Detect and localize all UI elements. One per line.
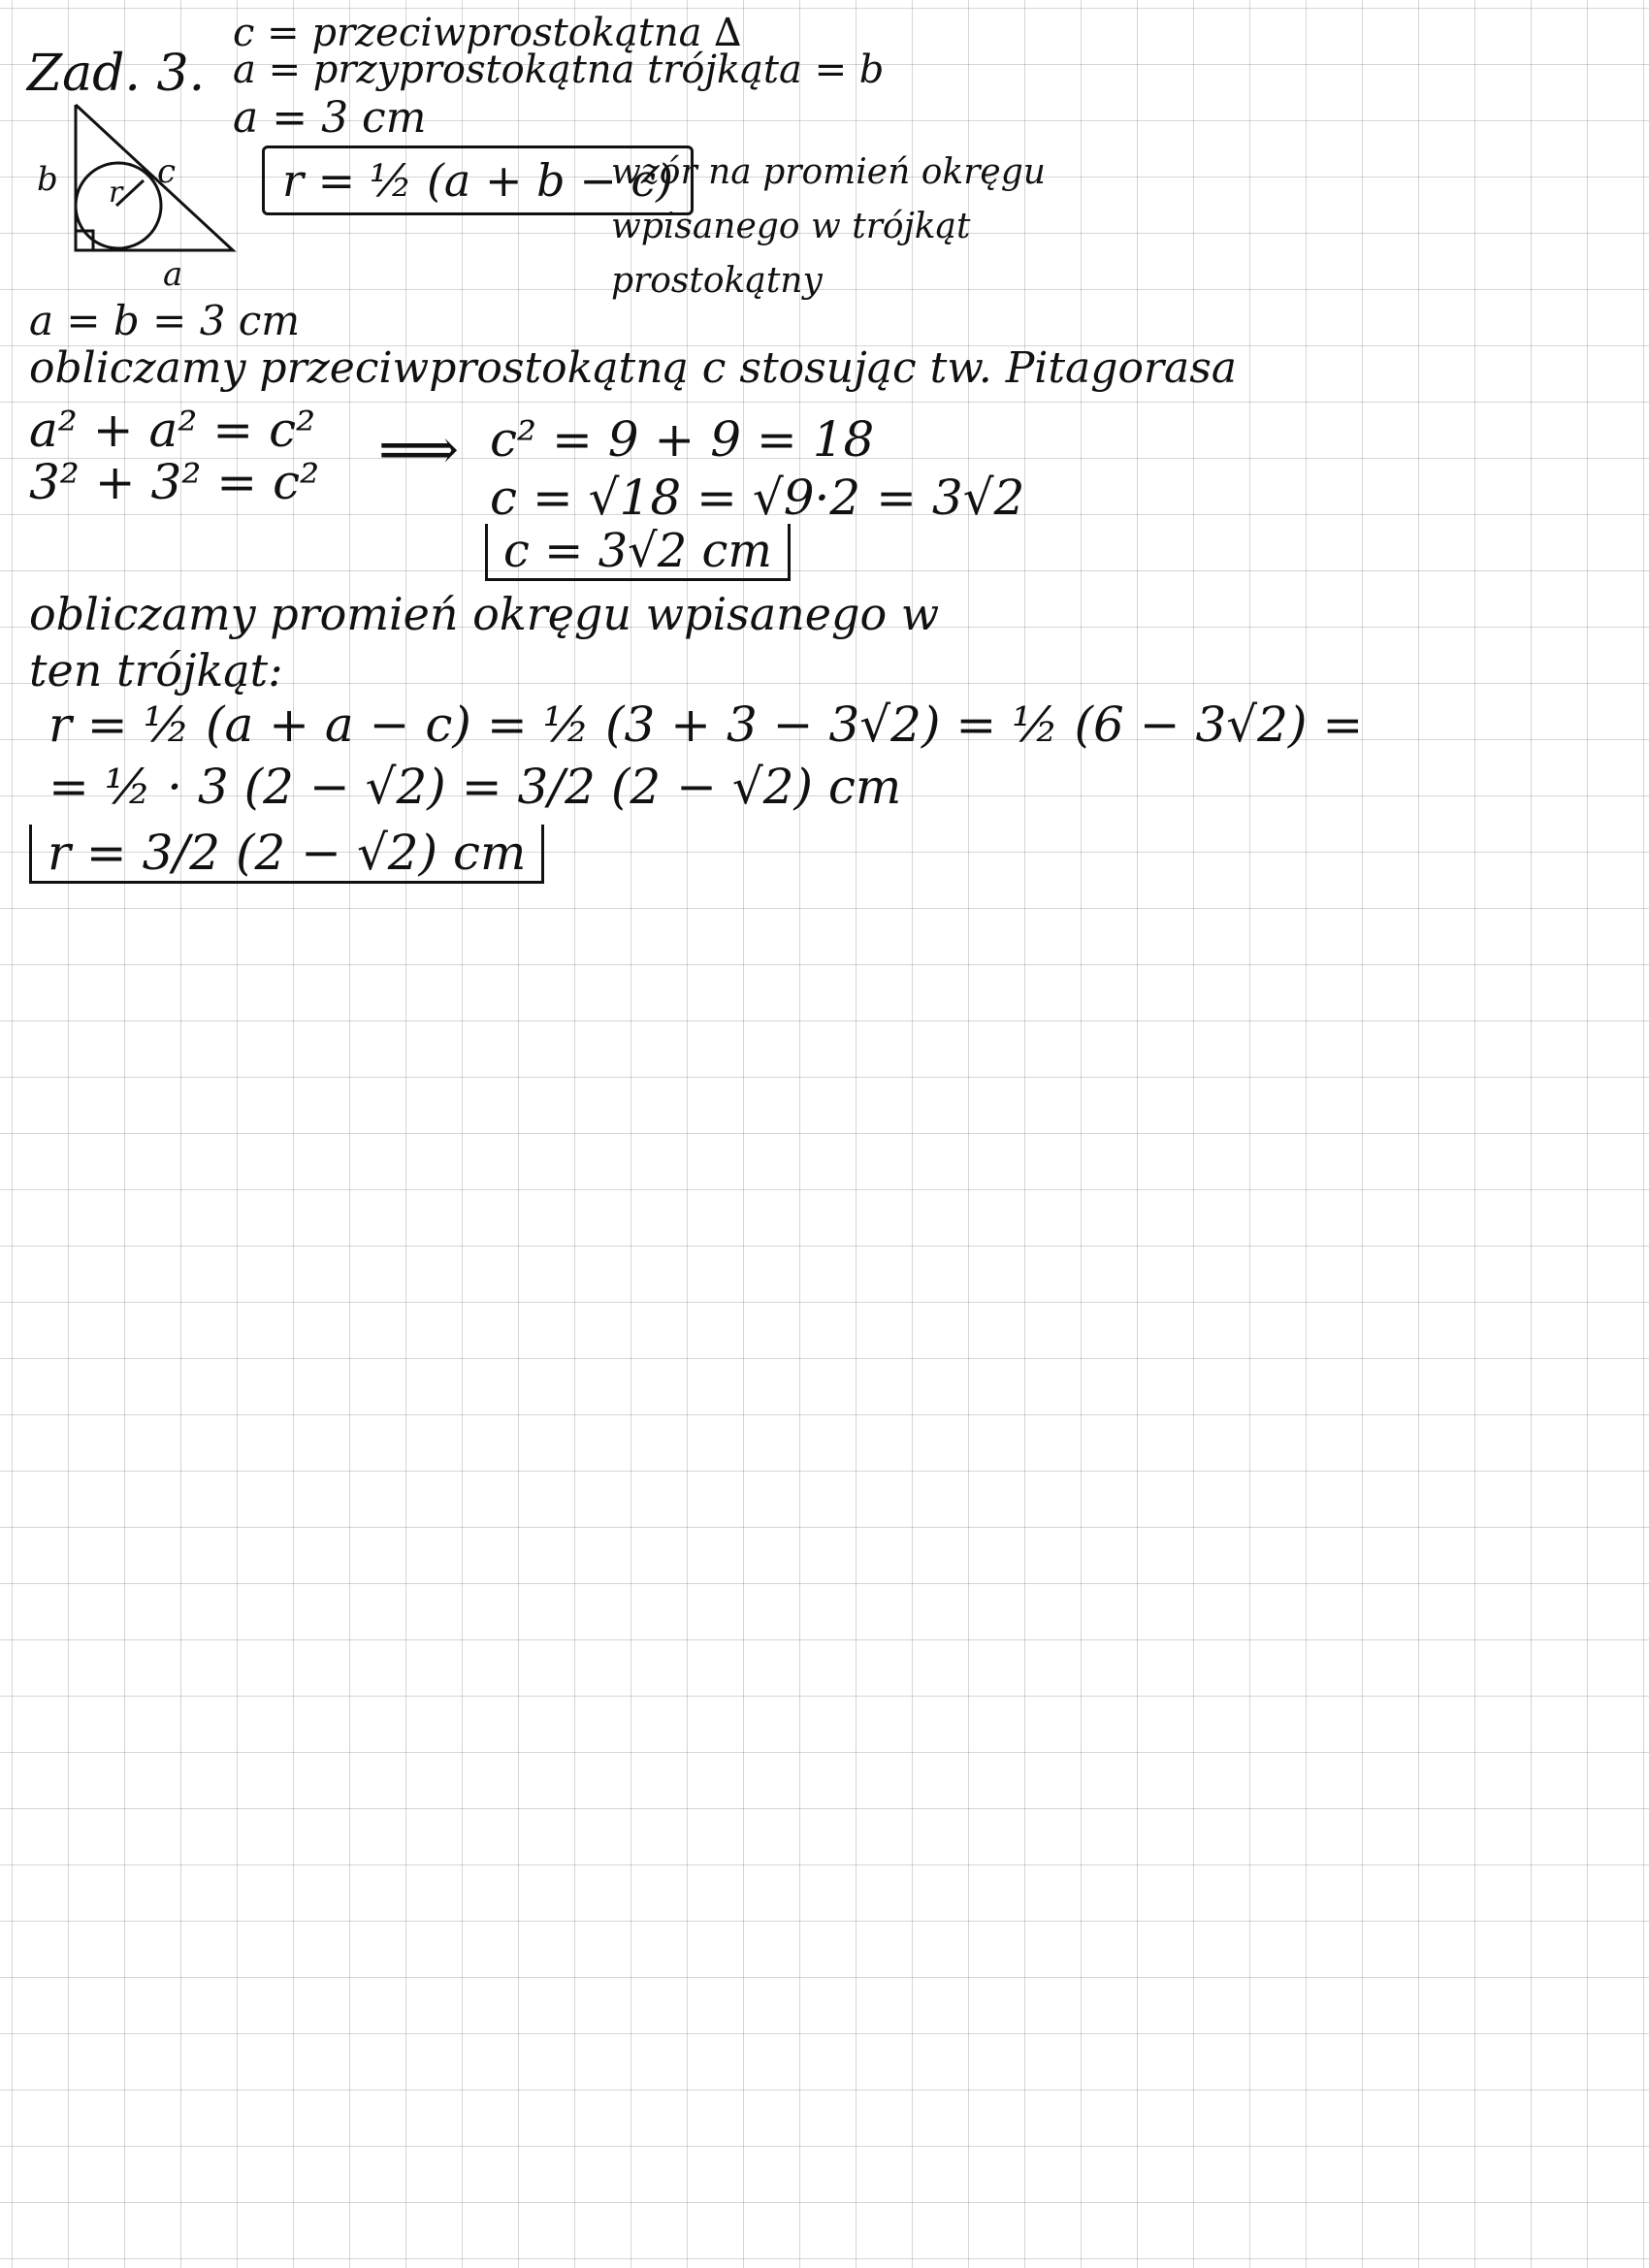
hypotenuse-squared: c² = 9 + 9 = 18 — [490, 411, 875, 468]
given-equal-legs: a = b = 3 cm — [29, 297, 301, 344]
formula-note: wzór na promień okręgu wpisanego w trójkąt prostokątny — [611, 152, 1046, 301]
figure-label-c: c — [157, 152, 177, 191]
inradius-formula-box: r = ½ (a + b − c) — [262, 146, 694, 215]
figure-label-b: b — [37, 160, 58, 199]
pythagoras-eq2: 3² + 3² = c² — [29, 454, 320, 510]
hypotenuse-result: c = 3√2 cm — [485, 524, 791, 581]
given-leg-length: a = 3 cm — [233, 93, 427, 143]
task-number: Zad. 3. — [27, 45, 206, 103]
definition-leg: a = przyprostokątna trójkąta = b — [233, 48, 885, 92]
figure-label-r: r — [109, 176, 123, 210]
step2-heading: obliczamy promień okręgu wpisanego w ten trójkąt: — [29, 588, 940, 697]
step1-heading: obliczamy przeciwprostokątną c stosując tw. Pitagorasa — [29, 343, 1238, 393]
pythagoras-eq1: a² + a² = c² — [29, 402, 316, 458]
definition-hypotenuse: c = przeciwprostokątna ∆ — [233, 11, 742, 55]
implies-arrow: ⟹ — [378, 416, 460, 482]
hypotenuse-root: c = √18 = √9·2 = 3√2 — [490, 470, 1025, 526]
inradius-calc-line1: r = ½ (a + a − c) = ½ (3 + 3 − 3√2) = ½ (6 − 3√2) = — [48, 697, 1364, 753]
figure-label-a: a — [163, 255, 183, 294]
inradius-calc-line2: = ½ · 3 (2 − √2) = 3/2 (2 − √2) cm — [48, 759, 902, 815]
inradius-result: r = 3/2 (2 − √2) cm — [29, 825, 544, 884]
